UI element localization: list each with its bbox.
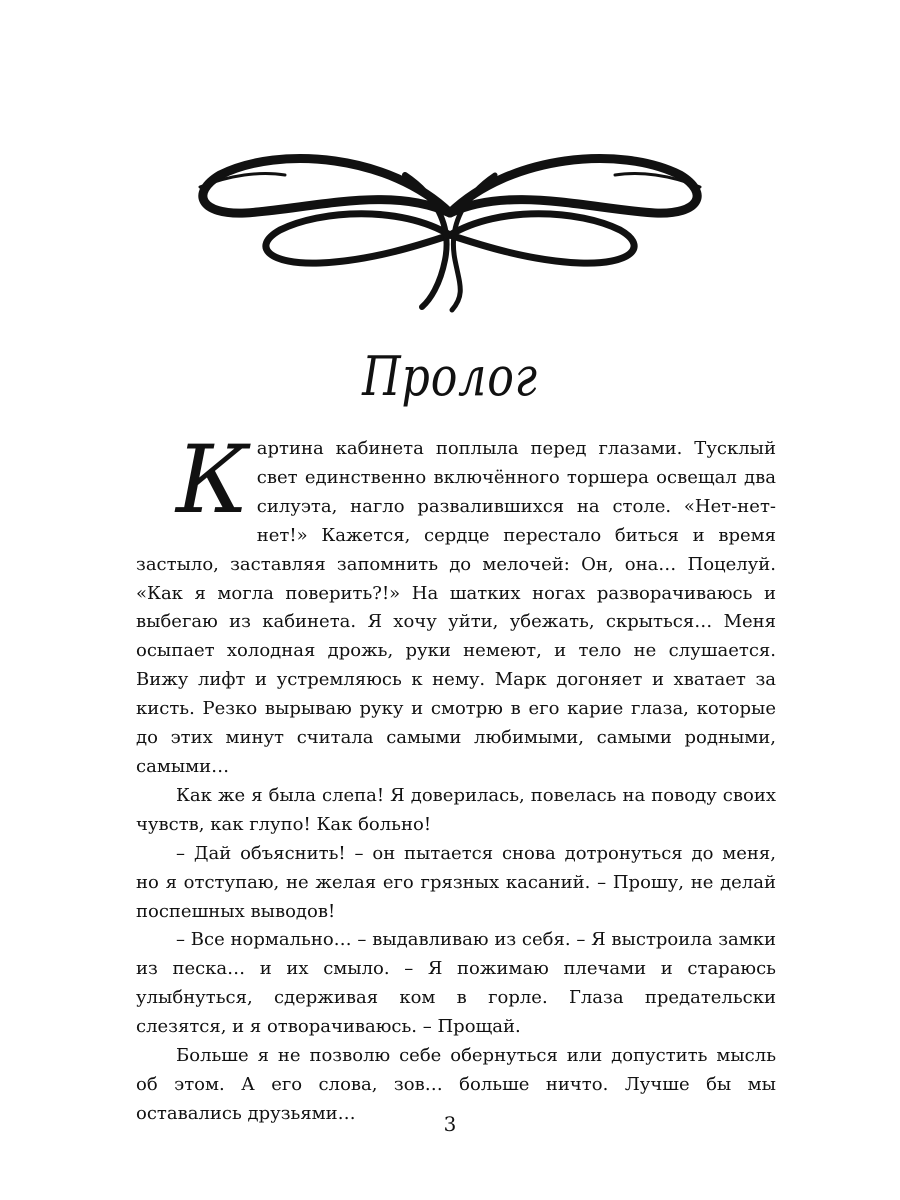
chapter-title: Пролог [362,345,538,408]
drop-cap: К [176,426,249,535]
paragraph-text: артина кабинета поплыла перед глазами. Тусклый свет единственно включённого торшера освещал два силуэта, нагло развалившихся на столе. «Нет-нет-нет!» Кажется, сердце перестало биться и время застыло, заставляя запомнить до мелочей: Он, она… Поцелуй. «Как я могла поверить?!» На шатких ногах разворачиваюсь и выбегаю из кабинета. Я хочу уйти, убежать, скрыться… Меня осыпает холодная дрожь, руки немеют, и тело не слушается. Вижу лифт и устремляюсь к нему. Марк догоняет и хватает за кисть. Резко вырываю руку и смотрю в его карие глаза, которые до этих минут считала самыми любимыми, самыми родными, самыми… [136,438,776,777]
body-text [136,426,776,1129]
paragraph: Больше я не позволю себе обернуться или допустить мысль об этом. А его слова, зов… больше ничто. Лучше бы мы оставались друзьями… [136,1045,776,1124]
paragraph: Как же я была слепа! Я доверилась, повелась на поводу своих чувств, как глупо! Как больно! [136,784,776,835]
paragraph: – Все нормально… – выдавливаю из себя. – Я выстроила замки из песка… и их смыло. – Я пожимаю плечами и стараюсь улыбнуться, сдерживая ком в горле. Глаза предательски слезятся, и я отворачиваюсь. – Прощай. [136,929,776,1038]
page-number: 3 [443,1112,457,1136]
paragraph: – Дай объяснить! – он пытается снова дотронуться до меня, но я отступаю, не желая его грязных касаний. – Прошу, не делай поспешных выводов! [136,842,776,922]
ornament-flourish-icon [190,135,710,315]
paragraph [136,426,776,782]
